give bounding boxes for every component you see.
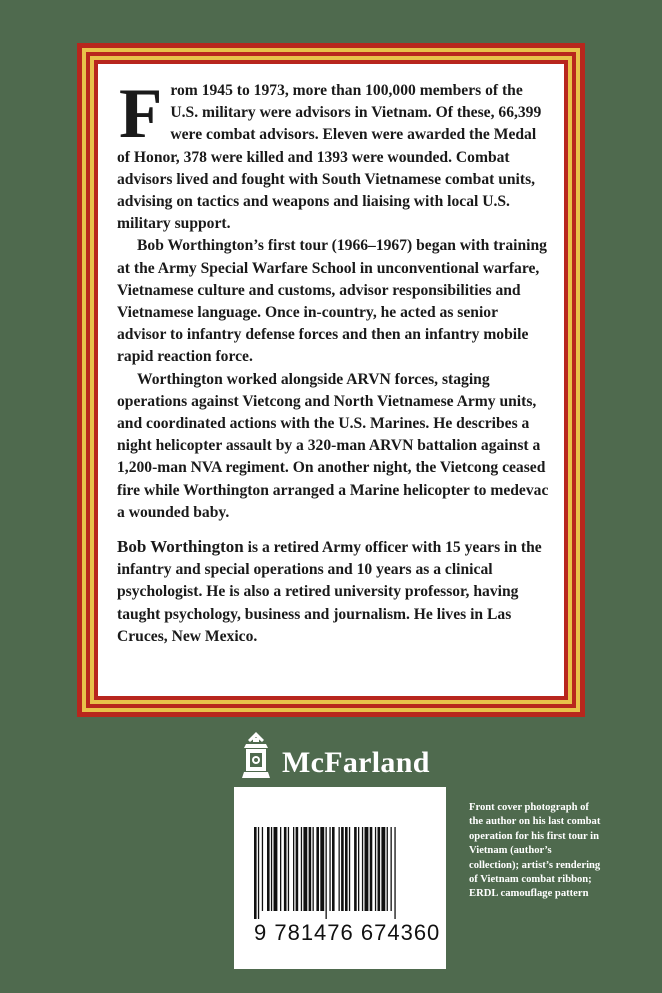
barcode-bar — [354, 827, 357, 911]
barcode-bar — [345, 827, 348, 911]
barcode-bar — [329, 827, 330, 911]
barcode-bar — [391, 827, 392, 911]
barcode-bar — [316, 827, 319, 911]
author-name: Bob Worthington — [117, 537, 244, 557]
barcode-bar — [262, 827, 263, 911]
barcode-bar — [258, 827, 259, 919]
cover-credits: Front cover photograph of the author on his last combat operation for his first tour in Vietnam (author’s collection); artist’s rendering of Vietnam combat ribbon; ERDL camouflage pattern — [469, 802, 601, 900]
barcode-bar — [394, 827, 395, 919]
barcode-bar — [320, 827, 324, 911]
barcode-bar — [296, 827, 299, 911]
barcode-bar — [339, 827, 340, 911]
barcode-bar — [370, 827, 373, 911]
barcode-bar — [387, 827, 388, 911]
publisher-logo — [236, 728, 456, 782]
barcode-bar — [365, 827, 369, 911]
barcode-bar — [381, 827, 385, 911]
barcode-bar — [284, 827, 287, 911]
barcode-bar — [349, 827, 350, 911]
drop-cap: F — [119, 75, 163, 153]
lantern-logo-icon — [236, 728, 276, 782]
barcode-bar — [293, 827, 294, 911]
barcode-bar — [341, 827, 344, 911]
barcode-bar — [332, 827, 335, 911]
author-bio: Bob Worthington is a retired Army officer with 15 years in the infantry and special operations and 10 years as a clinical psychologist. He is also a retired university professor, having taught psychology, business and journalism. He lives in Las Cruces, New Mexico. — [117, 537, 542, 645]
paragraph-2: Bob Worthington’s first tour (1966–1967) began with training at the Army Special Warfare School in unconventional warfare, Vietnamese culture and customs, advisor responsibilities and Vietnamese language. Once in-country, he acted as senior advisor to infantry defense forces and then an infantry mobile rapid reaction force. — [117, 237, 547, 366]
barcode — [234, 787, 446, 969]
barcode-bar — [288, 827, 289, 911]
barcode-bar — [378, 827, 381, 911]
paragraph-3: Worthington worked alongside ARVN forces, staging operations against Vietcong and North Vietnamese Army units, and coordinated actions with the U.S. Marines. He describes a night helicopter assault by a 320-man ARVN battalion against a 1,200-man NVA regiment. On another night, the Vietcong ceased fire while Worthington arranged a Marine helicopter to medevac a wounded baby. — [117, 370, 549, 521]
barcode-bar — [301, 827, 302, 911]
description-text — [117, 75, 549, 648]
barcode-bar — [375, 827, 376, 911]
barcode-bars — [254, 827, 429, 919]
paragraph-1: From 1945 to 1973, more than 100,000 members of the U.S. military were advisors in Vietnam. Of these, 66,399 were combat advisors. Eleven were awarded the Medal of Honor, 378 were killed and 1393 were wounded. Combat advisors lived and fought with South Vietnamese combat units, advising on tactics and weapons and liaising with local U.S. military support. — [117, 75, 542, 233]
barcode-bar — [254, 827, 257, 919]
barcode-bar — [309, 827, 312, 911]
barcode-bar — [313, 827, 314, 911]
barcode-bar — [326, 827, 327, 919]
barcode-bar — [267, 827, 270, 911]
barcode-bar — [303, 827, 307, 911]
barcode-bar — [362, 827, 363, 911]
barcode-bar — [271, 827, 272, 911]
barcode-bar — [274, 827, 278, 911]
isbn-digits: 9 781476 674360 — [254, 920, 441, 945]
publisher-name: McFarland — [282, 746, 430, 779]
barcode-bar — [358, 827, 359, 911]
barcode-bar — [280, 827, 281, 911]
